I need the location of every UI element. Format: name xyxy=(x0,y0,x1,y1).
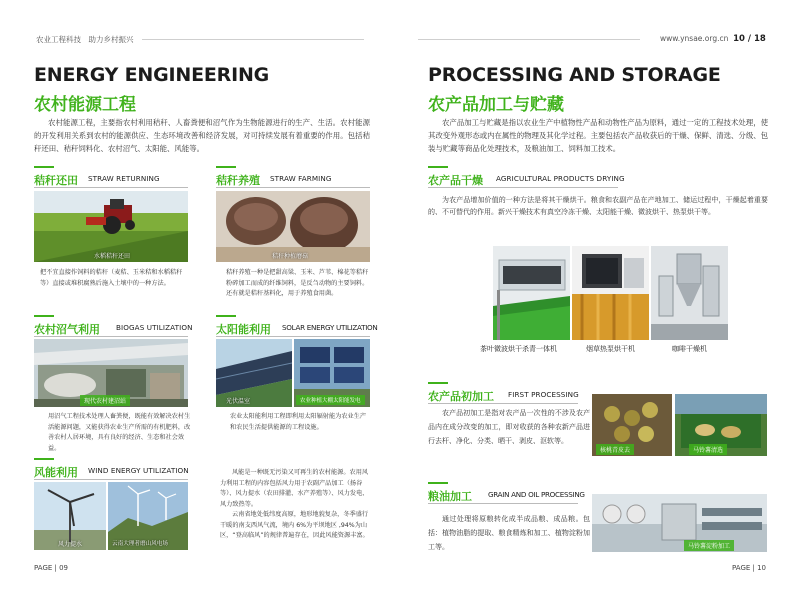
caption-straw-farming: 秸秆种植蘑菇 xyxy=(272,253,309,260)
caption-wind-pumping: 风力提水 xyxy=(58,541,83,548)
photo-tobacco-dryer xyxy=(572,246,649,340)
photo-potato-cleaning xyxy=(675,394,767,456)
caption-solar-greenhouse: 光伏温室 xyxy=(226,398,251,405)
section-title-en: FIRST PROCESSING xyxy=(508,390,579,399)
footer-left-page: PAGE | 09 xyxy=(34,564,69,572)
caption-potato-starch: 马铃薯淀粉加工 xyxy=(684,540,734,551)
photo-straw-returning xyxy=(34,191,188,262)
page-header xyxy=(0,0,800,44)
photo-solar-panels xyxy=(294,339,370,407)
photo-wind-pumping xyxy=(34,482,106,550)
section-title-cn: 农产品初加工 xyxy=(428,390,494,403)
text-biogas: 用沼气工程技术处理人畜粪便，既能有效解决农村生活能源问题，又能获得农业生产所需的有机肥料，改善农村人居环境，具有良好的经济、生态和社会效益。 xyxy=(48,413,191,452)
photo-tea-dryer xyxy=(493,246,570,340)
label-coffee-dryer: 咖啡干燥机 xyxy=(672,345,707,353)
header-page-indicator: 10 / 18 xyxy=(733,34,766,44)
right-title-cn: 农产品加工与贮藏 xyxy=(428,95,564,115)
section-title-cn: 太阳能利用 xyxy=(216,323,271,336)
section-title-en: BIOGAS UTILIZATION xyxy=(116,323,193,332)
caption-walnut-hulling: 核桃青皮去 xyxy=(596,444,634,455)
right-title-en: PROCESSING AND STORAGE xyxy=(428,64,721,86)
label-tobacco-dryer: 烟草热泵烘干机 xyxy=(586,345,635,353)
left-intro: 农村能源工程，主要指农村利用秸秆、人畜粪便和沼气作为生物能源进行的生产、生活。农村能源的开发利用关系到农村的能源供应、生态环境改善和经济发展，对可持续发展有着重要的作用。包括秸秆还田、秸秆饲料化、农村沼气、太阳能、风能等。 xyxy=(34,118,370,153)
caption-wind-farm: 云南大理者磨山风电场 xyxy=(112,541,168,547)
section-title-cn: 粮油加工 xyxy=(428,490,472,503)
photo-walnut-hulling xyxy=(592,394,672,456)
label-tea-dryer: 茶叶微波烘干杀青一体机 xyxy=(480,345,557,353)
section-title-en: AGRICULTURAL PRODUCTS DRYING xyxy=(496,174,625,183)
section-title-en: STRAW FARMING xyxy=(270,174,332,183)
photo-solar-greenhouse xyxy=(216,339,292,407)
section-title-en: SOLAR ENERGY UTILIZATION xyxy=(282,323,378,332)
caption-potato-cleaning: 马铃薯清选 xyxy=(689,444,727,455)
text-drying: 为农产品增加价值的一种方法是将其干燥烘干。粮食和农副产品在产地加工、储运过程中，干燥起着重要的、不可替代的作用。新兴干燥技术有真空冷冻干燥、太阳能干燥、微波烘干、热泵烘干等。 xyxy=(428,196,768,216)
right-intro: 农产品加工与贮藏是指以农业生产中植物性产品和动物性产品为原料，通过一定的工程技术处理，使其改变外观形态或内在属性的物理及其化学过程。主要包括农产品收获后的干燥、保鲜、清选、分级、包装与贮藏等商品化处理技术，及粮油加工、饲料加工技术。 xyxy=(428,118,768,153)
text-straw-returning: 把不宜直接作饲料的秸秆（麦秸、玉米秸和水稻秸秆等）直接或堆积腐熟后施入土壤中的一种方法。 xyxy=(40,269,183,287)
caption-biogas: 现代农村建沼站 xyxy=(80,395,130,406)
photo-potato-starch xyxy=(592,494,767,552)
photo-coffee-dryer xyxy=(651,246,728,340)
text-grain-oil: 通过处理将原粮转化成半成品粮、成品粮。包括：植物油脂的提取、粮食精炼和加工、植物淀粉加工等。 xyxy=(428,515,590,551)
caption-straw-returning: 水稻秸秆还田 xyxy=(94,253,131,260)
text-wind-1: 风能是一种既无污染又可再生的农村能源。农用风力利用工程的内容包括风力用于农副产品加工（扬谷等）、风力提水（农田排灌、水产养殖等）、风力发电、风力致热等。 xyxy=(220,469,369,508)
text-first-processing: 农产品初加工是指对农产品一次性的不涉及农产品内在成分改变的加工，即对收获的各种农新产品进行去杆、净化、分类、晒干、剥皮、沤软等。 xyxy=(428,409,590,445)
photo-biogas xyxy=(34,339,188,407)
caption-solar-panels: 农业种植大棚太阳能发电 xyxy=(296,395,365,405)
text-solar: 农业太阳能利用工程即利用太阳辐射能为农业生产和农民生活提供能源的工程设施。 xyxy=(230,413,367,431)
section-title-cn: 秸秆养殖 xyxy=(216,174,260,187)
section-title-en: GRAIN AND OIL PROCESSING xyxy=(488,490,585,499)
text-straw-farming: 秸秆养殖一种是把甜高粱、玉米、芦苇、棉花等秸秆粉碎加工而成的纤维饲料，是反刍动物的主要饲料。还有就是秸秆基料化，用于养殖食用菌。 xyxy=(226,269,369,297)
section-title-en: WIND ENERGY UTILIZATION xyxy=(88,466,189,475)
header-divider-left xyxy=(142,39,364,40)
section-title-cn: 秸秆还田 xyxy=(34,174,78,187)
section-title-en: STRAW RETURNING xyxy=(88,174,160,183)
section-title-cn: 农产品干燥 xyxy=(428,174,483,187)
photo-straw-farming xyxy=(216,191,370,262)
photo-wind-farm xyxy=(108,482,188,550)
left-title-cn: 农村能源工程 xyxy=(34,95,136,115)
section-title-cn: 风能利用 xyxy=(34,466,78,479)
left-title-en: ENERGY ENGINEERING xyxy=(34,64,270,86)
header-divider-right xyxy=(418,39,640,40)
text-wind-2: 云南省地处低纬度高原，地形地貌复杂，冬季盛行干暖的南支西风气流，境内 6%为平坝地区 ,94%为山区，“登高临风”的规律普遍存在，因此风能资源丰富。 xyxy=(220,511,369,539)
header-slogan: 农业工程科技 助力乡村振兴 xyxy=(36,35,134,44)
section-title-cn: 农村沼气利用 xyxy=(34,323,100,336)
header-site-info xyxy=(660,34,766,44)
header-site-url: www.ynsae.org.cn xyxy=(660,34,729,43)
footer-right-page: PAGE | 10 xyxy=(732,564,767,572)
